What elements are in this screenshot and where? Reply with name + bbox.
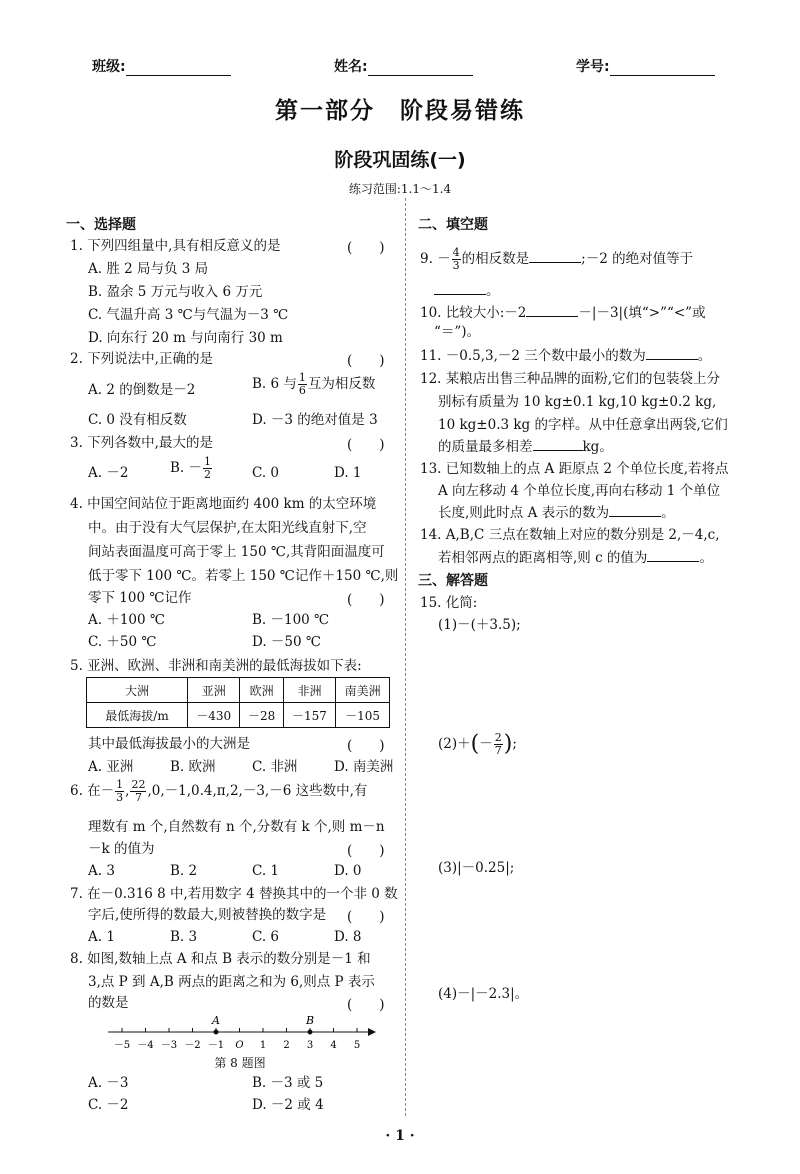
q2-option-b-pre: B. 6 与 bbox=[252, 376, 297, 392]
q4-line1: 4. 中国空间站位于距离地面约 400 km 的太空环境 bbox=[70, 496, 377, 512]
q9-blank-1[interactable] bbox=[529, 248, 581, 263]
q3-option-a: A. －2 bbox=[88, 465, 129, 481]
q14-line2-pre: 若相邻两点的距离相等,则 c 的值为 bbox=[438, 550, 648, 566]
student-id-blank[interactable] bbox=[610, 61, 715, 76]
q5-answer-paren[interactable]: ( ) bbox=[347, 738, 385, 754]
q1-stem: 1. 下列四组量中,具有相反意义的是 bbox=[70, 238, 281, 254]
q6-option-d: D. 0 bbox=[334, 863, 362, 879]
q5-value-asia: －430 bbox=[188, 703, 240, 728]
q8-number-line bbox=[100, 1010, 380, 1056]
q6-fraction-1-den: 3 bbox=[116, 791, 124, 804]
q3-fraction-den: 2 bbox=[204, 468, 212, 481]
q5-row-label: 最低海拔/m bbox=[87, 703, 188, 728]
q15-part1: (1)－(＋3.5); bbox=[438, 617, 521, 633]
q3-option-b bbox=[170, 456, 213, 481]
q6-fraction-2-num: 22 bbox=[131, 778, 146, 791]
q6-line2: 理数有 m 个,自然数有 n 个,分数有 k 个,则 m－n bbox=[88, 819, 385, 835]
q1-option-a: A. 胜 2 局与负 3 局 bbox=[88, 261, 209, 277]
q12-line1: 12. 某粮店出售三种品牌的面粉,它们的包装袋上分 bbox=[420, 371, 721, 387]
q3-option-c: C. 0 bbox=[252, 465, 280, 481]
q12-line3: 10 kg±0.3 kg 的字样。从中任意拿出两袋,它们 bbox=[438, 417, 728, 433]
point-a-dot bbox=[214, 1030, 219, 1035]
page-subtitle: 阶段巩固练(一) bbox=[334, 149, 466, 171]
q4-answer-paren[interactable]: ( ) bbox=[347, 592, 385, 608]
q13-blank[interactable] bbox=[609, 502, 661, 517]
q2-option-a: A. 2 的倒数是－2 bbox=[88, 382, 196, 398]
q9-end: 。 bbox=[486, 283, 500, 299]
q14-blank[interactable] bbox=[647, 547, 699, 562]
q6-answer-paren[interactable]: ( ) bbox=[347, 843, 385, 859]
number-line-tick-label: －3 bbox=[160, 1040, 178, 1051]
q15-stem: 15. 化简: bbox=[420, 595, 478, 611]
practice-range: 练习范围:1.1～1.4 bbox=[348, 182, 452, 196]
number-line-tick-label: 5 bbox=[353, 1040, 361, 1051]
q2-fraction-den: 6 bbox=[298, 384, 306, 397]
q5-stem: 5. 亚洲、欧洲、非洲和南美洲的最低海拔如下表: bbox=[70, 658, 362, 674]
q8-option-c: C. －2 bbox=[88, 1097, 129, 1113]
number-line-tick-label: －4 bbox=[137, 1040, 154, 1051]
q15-part3: (3)|－0.25|; bbox=[438, 860, 515, 876]
q4-option-c: C. ＋50 ℃ bbox=[88, 634, 157, 650]
q10-blank[interactable] bbox=[526, 302, 578, 317]
number-line-tick-label: 3 bbox=[306, 1040, 314, 1051]
q13-line3 bbox=[438, 502, 675, 523]
q6-line1: 6. 在－ $\frac{1}{3}$ , $\frac{22}{7}$ ,0,－1,0.4,π,2,－3,－6 这些数中,有 bbox=[70, 778, 368, 804]
q8-answer-paren[interactable]: ( ) bbox=[347, 997, 385, 1013]
name-blank[interactable] bbox=[368, 61, 473, 76]
q13-line2: A 向左移动 4 个单位长度,再向右移动 1 个单位 bbox=[438, 483, 721, 499]
point-b-label: B bbox=[305, 1014, 315, 1027]
q7-option-b: B. 3 bbox=[170, 929, 198, 945]
q4-line3: 间站表面温度可高于零上 150 ℃,其背阳面温度可 bbox=[88, 544, 385, 560]
q5-table-header-row bbox=[87, 678, 390, 703]
number-line-tick-label: O bbox=[235, 1040, 244, 1051]
q9-blank-2[interactable] bbox=[434, 280, 486, 295]
q9-fraction bbox=[452, 247, 461, 272]
q9-mid2: ;－2 的绝对值等于 bbox=[581, 251, 694, 267]
q5-value-europe: －28 bbox=[240, 703, 283, 728]
q2-answer-paren[interactable]: ( ) bbox=[347, 353, 385, 369]
q2-option-b-post: 互为相反数 bbox=[307, 376, 376, 392]
q9-pre: 9. － bbox=[420, 251, 451, 267]
q2-fraction bbox=[298, 372, 307, 397]
q2-option-b bbox=[252, 372, 375, 397]
class-label: 班级: bbox=[92, 59, 126, 75]
q8-line3: 的数是 bbox=[88, 995, 129, 1011]
q6-fraction-2 bbox=[130, 779, 146, 804]
q3-answer-paren[interactable]: ( ) bbox=[347, 437, 385, 453]
q10-post: －|－3|(填“>”“<”或 bbox=[578, 305, 706, 321]
q7-option-d: D. 8 bbox=[334, 929, 362, 945]
q9-fraction-num: 4 bbox=[452, 246, 460, 259]
q1-answer-paren[interactable]: ( ) bbox=[347, 240, 385, 256]
q1-option-c: C. 气温升高 3 ℃与气温为－3 ℃ bbox=[88, 307, 289, 323]
q7-option-c: C. 6 bbox=[252, 929, 280, 945]
q5-value-south-america: －105 bbox=[336, 703, 390, 728]
q1-option-d: D. 向东行 20 m 与向南行 30 m bbox=[88, 330, 283, 346]
q4-option-b: B. －100 ℃ bbox=[252, 612, 330, 628]
q15-fraction bbox=[494, 732, 503, 757]
q9-fraction-den: 3 bbox=[452, 259, 460, 272]
q12-line4-pre: 的质量最多相差 bbox=[438, 439, 533, 455]
q5-header-africa: 非洲 bbox=[283, 678, 335, 703]
q3-fraction-num: 1 bbox=[204, 455, 212, 468]
q10-line1 bbox=[420, 302, 706, 323]
q7-line2: 字后,使所得的数最大,则被替换的数字是 bbox=[88, 907, 327, 923]
q2-option-d: D. －3 的绝对值是 3 bbox=[252, 412, 378, 428]
q8-line2: 3,点 P 到 A,B 两点的距离之和为 6,则点 P 表示 bbox=[88, 974, 375, 990]
q15-part4: (4)－|－2.3|。 bbox=[438, 986, 529, 1002]
q11-pre: 11. －0.5,3,－2 三个数中最小的数为 bbox=[420, 348, 646, 364]
q14-line2 bbox=[438, 547, 713, 568]
column-divider bbox=[405, 198, 406, 1116]
q8-figure-caption: 第 8 题图 bbox=[214, 1056, 266, 1070]
q2-option-c: C. 0 没有相反数 bbox=[88, 412, 187, 428]
page-number: · 1 · bbox=[385, 1128, 415, 1144]
number-line-tick-label: －2 bbox=[184, 1040, 201, 1051]
q12-blank[interactable] bbox=[533, 436, 583, 451]
q2-fraction-num: 1 bbox=[298, 371, 306, 384]
q9-mid: 的相反数是 bbox=[461, 251, 530, 267]
q6-pre: 6. 在－ bbox=[70, 783, 115, 799]
q12-line4 bbox=[438, 436, 613, 457]
class-blank[interactable] bbox=[126, 61, 231, 76]
q15-part2 bbox=[438, 732, 517, 757]
q5-header-asia: 亚洲 bbox=[188, 678, 240, 703]
q4-option-a: A. ＋100 ℃ bbox=[88, 612, 165, 628]
q10-pre: 10. 比较大小:－2 bbox=[420, 305, 527, 321]
q14-line2-post: 。 bbox=[699, 550, 713, 566]
q1-option-b: B. 盈余 5 万元与收入 6 万元 bbox=[88, 284, 263, 300]
q4-line2: 中。由于没有大气层保护,在太阳光线直射下,空 bbox=[88, 520, 367, 536]
q5-altitude-table bbox=[86, 677, 390, 728]
q8-line1: 8. 如图,数轴上点 A 和点 B 表示的数分别是－1 和 bbox=[70, 951, 371, 967]
q8-option-a: A. －3 bbox=[88, 1075, 129, 1091]
section-choice-title: 一、选择题 bbox=[66, 217, 136, 233]
q11-blank[interactable] bbox=[646, 345, 698, 360]
q5-header-continent: 大洲 bbox=[87, 678, 188, 703]
q15-part2-pre: (2)＋ bbox=[438, 736, 471, 752]
q13-line3-pre: 长度,则此时点 A 表示的数为 bbox=[438, 505, 610, 521]
q5-header-south-america: 南美洲 bbox=[336, 678, 390, 703]
q5-option-a: A. 亚洲 bbox=[88, 759, 134, 775]
q5-option-c: C. 非洲 bbox=[252, 759, 298, 775]
q5-line2: 其中最低海拔最小的大洲是 bbox=[88, 736, 250, 752]
q4-line4: 低于零下 100 ℃。若零上 150 ℃记作＋150 ℃,则 bbox=[88, 568, 399, 584]
q7-line1: 7. 在－0.316 8 中,若用数字 4 替换其中的一个非 0 数 bbox=[70, 886, 398, 902]
q6-post: ,0,－1,0.4,π,2,－3,－6 这些数中,有 bbox=[147, 783, 368, 799]
q15-fraction-num: 2 bbox=[494, 731, 502, 744]
q15-fraction-den: 7 bbox=[494, 744, 502, 757]
q15-part2-close-paren: ) bbox=[503, 731, 513, 757]
q12-line4-post: kg。 bbox=[582, 439, 613, 455]
q11-end: 。 bbox=[697, 348, 712, 364]
q7-answer-paren[interactable]: ( ) bbox=[347, 909, 385, 925]
q5-option-b: B. 欧洲 bbox=[170, 759, 216, 775]
q6-option-b: B. 2 bbox=[170, 863, 198, 879]
q14-line1: 14. A,B,C 三点在数轴上对应的数分别是 2,－4,c, bbox=[420, 527, 720, 543]
number-line-tick-label: 1 bbox=[259, 1040, 267, 1051]
q15-part2-post: ; bbox=[512, 736, 517, 752]
q5-header-europe: 欧洲 bbox=[240, 678, 283, 703]
q15-part2-sign: － bbox=[479, 736, 493, 752]
q2-stem: 2. 下列说法中,正确的是 bbox=[70, 351, 213, 367]
q5-option-d: D. 南美洲 bbox=[334, 759, 394, 775]
section-fill-title: 二、填空题 bbox=[418, 217, 488, 233]
q3-stem: 3. 下列各数中,最大的是 bbox=[70, 435, 213, 451]
class-field bbox=[92, 56, 231, 76]
q11-line1 bbox=[420, 345, 711, 366]
q6-fraction-1-num: 1 bbox=[116, 778, 124, 791]
q5-value-africa: －157 bbox=[283, 703, 335, 728]
q5-table-data-row bbox=[87, 703, 390, 728]
name-field bbox=[334, 56, 473, 76]
number-line-tick-label: －1 bbox=[207, 1040, 225, 1051]
q3-option-b-pre: B. － bbox=[170, 460, 203, 476]
q9-line2 bbox=[434, 280, 500, 301]
q12-line2: 别标有质量为 10 kg±0.1 kg,10 kg±0.2 kg, bbox=[438, 394, 717, 410]
student-id-field bbox=[576, 56, 715, 76]
q6-fraction-2-den: 7 bbox=[134, 791, 142, 804]
q8-option-b: B. －3 或 5 bbox=[252, 1075, 324, 1091]
q9-line1 bbox=[420, 247, 693, 272]
number-line-tick-label: －5 bbox=[113, 1040, 131, 1051]
q6-option-a: A. 3 bbox=[88, 863, 115, 879]
q10-line2: “＝”)。 bbox=[434, 324, 481, 340]
q6-line3: －k 的值为 bbox=[88, 841, 155, 857]
q13-line1: 13. 已知数轴上的点 A 距原点 2 个单位长度,若将点 bbox=[420, 461, 729, 477]
q3-fraction bbox=[203, 456, 212, 481]
page-title: 第一部分 阶段易错练 bbox=[275, 98, 525, 124]
q6-fraction-1 bbox=[115, 779, 124, 804]
q4-option-d: D. －50 ℃ bbox=[252, 634, 321, 650]
number-line-tick-labels bbox=[114, 1040, 360, 1051]
student-id-label: 学号: bbox=[576, 59, 610, 75]
point-b-dot bbox=[308, 1030, 313, 1035]
number-line-arrow bbox=[368, 1028, 376, 1036]
q15-part2-open-paren: ( bbox=[470, 731, 480, 757]
number-line-ticks bbox=[122, 1028, 357, 1032]
q13-line3-post: 。 bbox=[661, 505, 675, 521]
q8-option-d: D. －2 或 4 bbox=[252, 1097, 324, 1113]
q7-option-a: A. 1 bbox=[88, 929, 115, 945]
q6-option-c: C. 1 bbox=[252, 863, 280, 879]
number-line-tick-label: 2 bbox=[283, 1040, 290, 1051]
section-answer-title: 三、解答题 bbox=[418, 573, 488, 589]
name-label: 姓名: bbox=[334, 59, 368, 75]
q4-line5: 零下 100 ℃记作 bbox=[88, 590, 192, 606]
point-a-label: A bbox=[212, 1014, 220, 1027]
number-line-tick-label: 4 bbox=[330, 1040, 337, 1051]
q3-option-d: D. 1 bbox=[334, 465, 362, 481]
